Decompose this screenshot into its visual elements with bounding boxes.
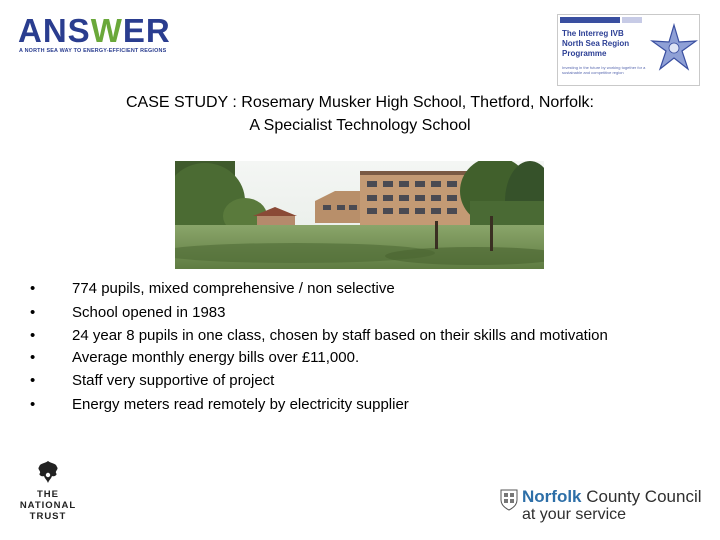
- ncc-title-rest: County Council: [581, 487, 702, 506]
- eu-flag-strip: [560, 17, 620, 23]
- bullet-item: [30, 325, 680, 347]
- bullet-item: [30, 347, 680, 369]
- interreg-logo: [557, 14, 700, 86]
- ncc-subtitle: at your service: [522, 506, 627, 523]
- ncc-title-bold: Norfolk: [522, 487, 582, 506]
- bullet-dot-icon: •: [30, 303, 36, 321]
- eu-flag-strip-light: [622, 17, 642, 23]
- national-trust-logo: [15, 460, 81, 526]
- national-trust-line2: NATIONAL: [19, 500, 77, 511]
- norfolk-county-council-logo: [500, 487, 705, 527]
- ncc-title: [522, 487, 702, 506]
- school-photo: [175, 161, 544, 269]
- answer-tagline: A NORTH SEA WAY TO ENERGY-EFFICIENT REGIONS: [19, 48, 167, 54]
- bullet-text: Average monthly energy bills over £11,000.: [72, 348, 360, 366]
- interreg-small-text: Investing in the future by working together for a sustainable and competitive region: [562, 65, 646, 75]
- interreg-line1: The Interreg IVB: [562, 29, 624, 38]
- interreg-line2: North Sea Region: [562, 39, 630, 48]
- bullet-item: [30, 278, 680, 300]
- bullet-item: [30, 370, 680, 392]
- bullet-item: [30, 302, 680, 324]
- bullet-text: Staff very supportive of project: [72, 372, 275, 389]
- bullet-item: [30, 394, 680, 416]
- ncc-crest-icon: [500, 489, 518, 511]
- bullet-text: School opened in 1983: [72, 303, 226, 321]
- answer-logo: [18, 14, 183, 56]
- national-trust-oakleaf-icon: [35, 460, 61, 484]
- national-trust-line3: TRUST: [29, 511, 67, 522]
- bullet-dot-icon: •: [30, 372, 36, 389]
- bullet-list: [30, 278, 680, 417]
- slide-title-line2: A Specialist Technology School: [249, 117, 471, 134]
- bullet-dot-icon: •: [30, 395, 36, 413]
- bullet-text: 24 year 8 pupils in one class, chosen by staff based on their skills and motivation: [72, 327, 608, 344]
- national-trust-line1: THE: [37, 489, 59, 500]
- interreg-line3: Programme: [562, 49, 607, 58]
- answer-wordmark: ANSWER: [18, 12, 171, 49]
- slide-title-line1: CASE STUDY : Rosemary Musker High School, Thetford, Norfolk:: [125, 94, 594, 111]
- slide-title: [0, 91, 720, 137]
- bullet-dot-icon: •: [30, 327, 36, 344]
- bullet-dot-icon: •: [30, 348, 36, 366]
- interreg-star-logo: [650, 23, 698, 75]
- bullet-text: 774 pupils, mixed comprehensive / non selective: [72, 280, 395, 297]
- answer-check-letter: W: [90, 12, 123, 49]
- bullet-dot-icon: •: [30, 280, 36, 297]
- bullet-text: Energy meters read remotely by electricity supplier: [72, 395, 409, 413]
